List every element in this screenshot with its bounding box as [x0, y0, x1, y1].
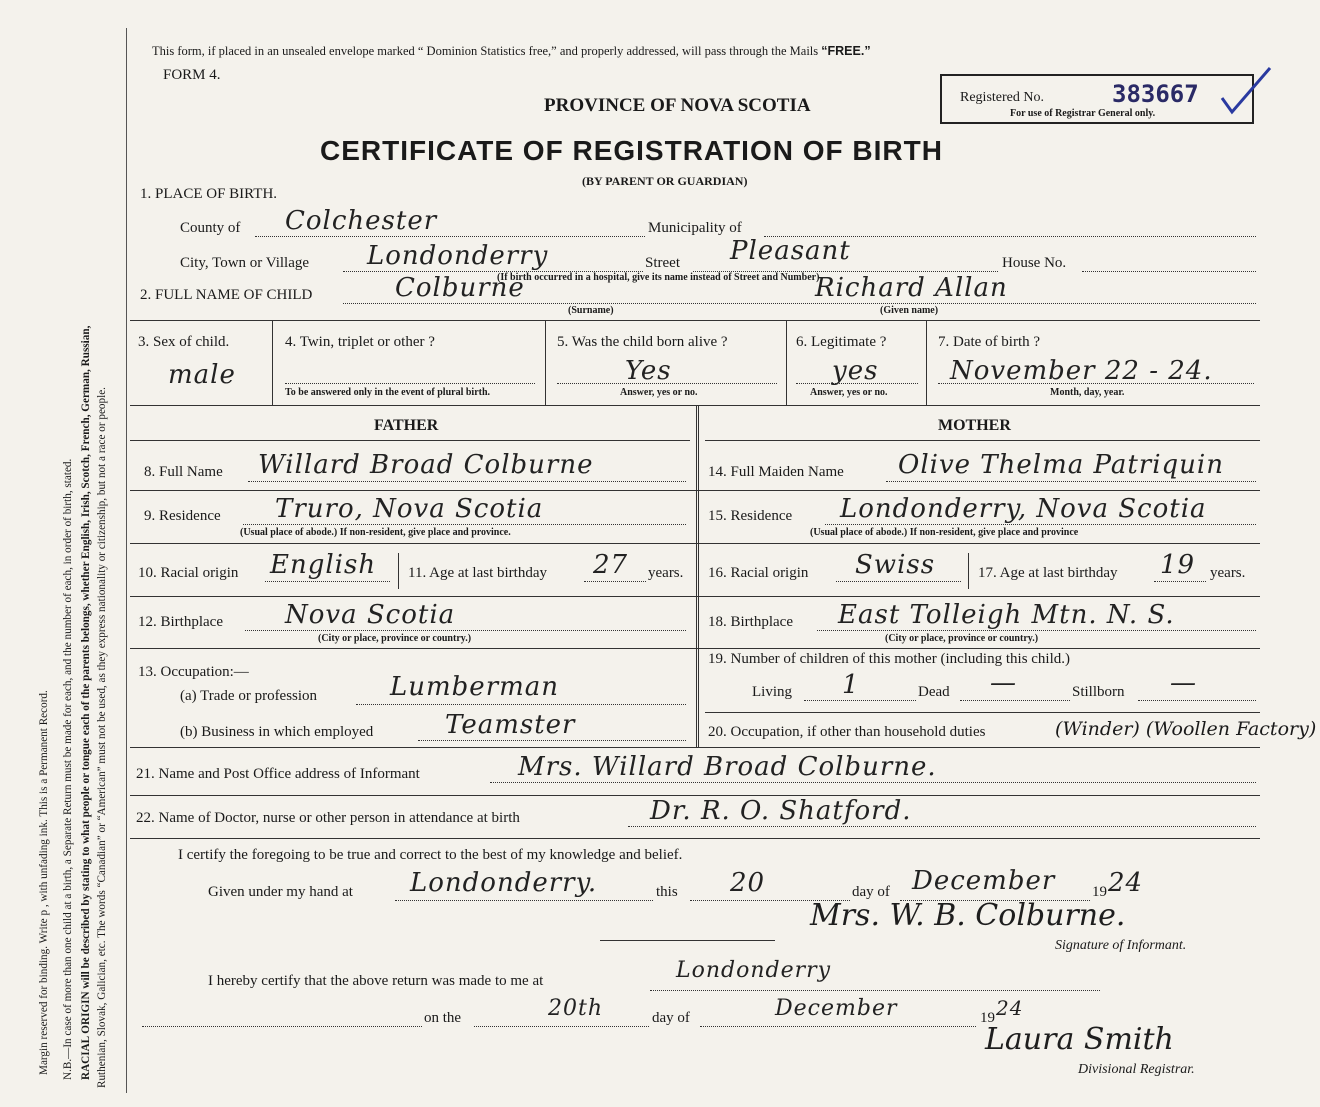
father-name-value: Willard Broad Colburne	[258, 450, 594, 480]
given-name-caption: (Given name)	[880, 305, 939, 316]
city-value: Londonderry	[367, 241, 549, 271]
mother-name-value: Olive Thelma Patriquin	[898, 450, 1224, 480]
children-count-label: 19. Number of children of this mother (including this child.)	[708, 651, 1071, 667]
informant-value: Mrs. Willard Broad Colburne.	[518, 752, 937, 782]
mother-heading: MOTHER	[938, 417, 1011, 434]
province-heading: PROVINCE OF NOVA SCOTIA	[544, 95, 811, 116]
registered-no-label: Registered No.	[960, 90, 1044, 105]
stillborn-label: Stillborn	[1072, 684, 1125, 700]
mother-age-years: years.	[1210, 565, 1246, 581]
living-label: Living	[752, 684, 792, 700]
house-no-line	[1082, 271, 1256, 272]
mother-residence-note: (Usual place of abode.) If non-resident, give place and province	[810, 527, 1079, 538]
parents-divider	[696, 405, 699, 747]
registration-box	[940, 74, 1254, 124]
trade-label: (a) Trade or profession	[180, 688, 318, 704]
certify-statement: I certify the foregoing to be true and correct to the best of my knowledge and belief.	[178, 847, 683, 863]
mother-birthplace-note: (City or place, province or country.)	[885, 633, 1039, 644]
mother-residence-value: Londonderry, Nova Scotia	[840, 494, 1207, 524]
stillborn-value: —	[1170, 668, 1197, 698]
margin-note-nationality: Ruthenian, Slovak, Galician, etc. The words “Canadian” or “American” must not be used, as they express nationality or citizenship, but not a race or people.	[96, 387, 108, 1088]
mother-race-value: Swiss	[855, 550, 936, 580]
business-label: (b) Business in which employed	[180, 724, 374, 740]
sex-value: male	[168, 360, 236, 390]
father-heading: FATHER	[374, 417, 439, 434]
check-mark-icon	[1218, 62, 1278, 122]
registrar-year-prefix: 19	[980, 1010, 995, 1026]
mother-name-label: 14. Full Maiden Name	[708, 464, 844, 480]
dead-label: Dead	[918, 684, 950, 700]
father-birthplace-value: Nova Scotia	[285, 600, 456, 630]
this-label: this	[656, 884, 678, 900]
legitimate-note: Answer, yes or no.	[810, 387, 888, 398]
given-place-value: Londonderry.	[410, 868, 598, 898]
trade-value: Lumberman	[390, 672, 560, 702]
row3-bottom-border	[130, 405, 1260, 406]
registrar-general-note: For use of Registrar General only.	[1010, 108, 1156, 119]
registrar-place-value: Londonderry	[676, 958, 832, 983]
business-value: Teamster	[445, 710, 576, 740]
hospital-note: (If birth occurred in a hospital, give its name instead of Street and Number)	[497, 272, 820, 283]
born-alive-value: Yes	[625, 356, 672, 386]
certify-month-value: December	[912, 866, 1056, 896]
registrar-year-value: 24	[996, 996, 1024, 1020]
father-residence-note: (Usual place of abode.) If non-resident, give place and province.	[240, 527, 511, 538]
child-surname: Colburne	[395, 273, 525, 303]
informant-signature: Mrs. W. B. Colburne.	[810, 898, 1126, 933]
table-top-border	[130, 320, 1260, 321]
margin-note-racial-origin: RACIAL ORIGIN will be described by stating to what people or tongue each of the parents belongs, whether English, Irish, Scotch, French, German, Russian,	[80, 325, 92, 1080]
father-name-label: 8. Full Name	[144, 464, 223, 480]
sex-label: 3. Sex of child.	[138, 334, 230, 350]
form-number: FORM 4.	[163, 67, 221, 83]
free-label: “FREE.”	[821, 44, 871, 58]
mother-occupation-value: (Winder) (Woollen Factory)	[1055, 718, 1317, 740]
born-alive-note: Answer, yes or no.	[620, 387, 698, 398]
certify-year-prefix: 19	[1092, 884, 1107, 900]
born-alive-label: 5. Was the child born alive ?	[557, 334, 728, 350]
child-name-label: 2. FULL NAME OF CHILD	[140, 287, 313, 303]
father-occupation-label: 13. Occupation:—	[138, 664, 249, 680]
legitimate-value: yes	[832, 356, 879, 386]
certificate-subtitle: (BY PARENT OR GUARDIAN)	[582, 174, 748, 188]
municipality-label: Municipality of	[648, 220, 742, 236]
dob-value: November 22 - 24.	[950, 356, 1213, 386]
child-name-line	[343, 303, 1256, 304]
living-value: 1	[842, 670, 860, 700]
father-residence-value: Truro, Nova Scotia	[275, 494, 544, 524]
certify-year-value: 24	[1108, 868, 1144, 898]
margin-note-binding: Margin reserved for binding. Write p , with unfading ink. This is a Permanent Record.	[38, 690, 50, 1075]
registered-number: 383667	[1112, 80, 1199, 108]
mother-birthplace-value: East Tolleigh Mtn. N. S.	[838, 600, 1175, 630]
margin-divider	[126, 28, 127, 1093]
doctor-value: Dr. R. O. Shatford.	[650, 796, 912, 826]
father-age-years: years.	[648, 565, 684, 581]
doctor-label: 22. Name of Doctor, nurse or other person in attendance at birth	[136, 810, 520, 826]
certify-day-value: 20	[730, 868, 766, 898]
on-the-label: on the	[424, 1010, 462, 1026]
mail-notice: This form, if placed in an unsealed envelope marked “ Dominion Statistics free,” and properly addressed, will pass through the Mails “FREE.”	[152, 44, 871, 58]
father-age-value: 27	[593, 550, 629, 580]
house-no-label: House No.	[1002, 255, 1067, 271]
registrar-month-value: December	[775, 996, 898, 1021]
street-label: Street	[645, 255, 680, 271]
city-label: City, Town or Village	[180, 255, 310, 271]
registrar-signature: Laura Smith	[985, 1022, 1174, 1057]
twin-note: To be answered only in the event of plural birth.	[285, 387, 491, 398]
county-value: Colchester	[285, 206, 438, 236]
informant-signature-caption: Signature of Informant.	[1055, 938, 1187, 953]
father-race-label: 10. Racial origin	[138, 565, 239, 581]
county-label: County of	[180, 220, 241, 236]
father-age-label: 11. Age at last birthday	[408, 565, 547, 581]
mother-birthplace-label: 18. Birthplace	[708, 614, 793, 630]
street-value: Pleasant	[730, 236, 851, 266]
mother-race-label: 16. Racial origin	[708, 565, 809, 581]
twin-label: 4. Twin, triplet or other ?	[285, 334, 435, 350]
mother-occupation-label: 20. Occupation, if other than household duties	[708, 724, 986, 740]
legitimate-label: 6. Legitimate ?	[796, 334, 887, 350]
father-birthplace-label: 12. Birthplace	[138, 614, 223, 630]
mother-age-label: 17. Age at last birthday	[978, 565, 1118, 581]
dob-note: Month, day, year.	[1050, 387, 1125, 398]
certificate-title: CERTIFICATE OF REGISTRATION OF BIRTH	[320, 135, 943, 166]
registrar-day-value: 20th	[548, 996, 604, 1021]
mother-residence-label: 15. Residence	[708, 508, 793, 524]
child-given-name: Richard Allan	[815, 273, 1008, 303]
registrar-statement: I hereby certify that the above return was made to me at	[208, 973, 544, 989]
informant-label: 21. Name and Post Office address of Informant	[136, 766, 420, 782]
dead-value: —	[990, 668, 1017, 698]
registrar-day-of-label: day of	[652, 1010, 690, 1026]
father-residence-label: 9. Residence	[144, 508, 221, 524]
margin-note-multiple-births: N.B.—In case of more than one child at a birth, a Separate Return must be made for each, and the number of each, in order of birth, stated.	[62, 458, 74, 1080]
place-of-birth-heading: 1. PLACE OF BIRTH.	[140, 186, 278, 202]
mother-age-value: 19	[1160, 550, 1196, 580]
dob-label: 7. Date of birth ?	[938, 334, 1041, 350]
surname-caption: (Surname)	[568, 305, 614, 316]
father-birthplace-note: (City or place, province or country.)	[318, 633, 472, 644]
day-of-label: day of	[852, 884, 890, 900]
given-under-label: Given under my hand at	[208, 884, 353, 900]
county-line	[255, 236, 645, 237]
father-race-value: English	[270, 550, 377, 580]
registrar-caption: Divisional Registrar.	[1078, 1062, 1195, 1077]
